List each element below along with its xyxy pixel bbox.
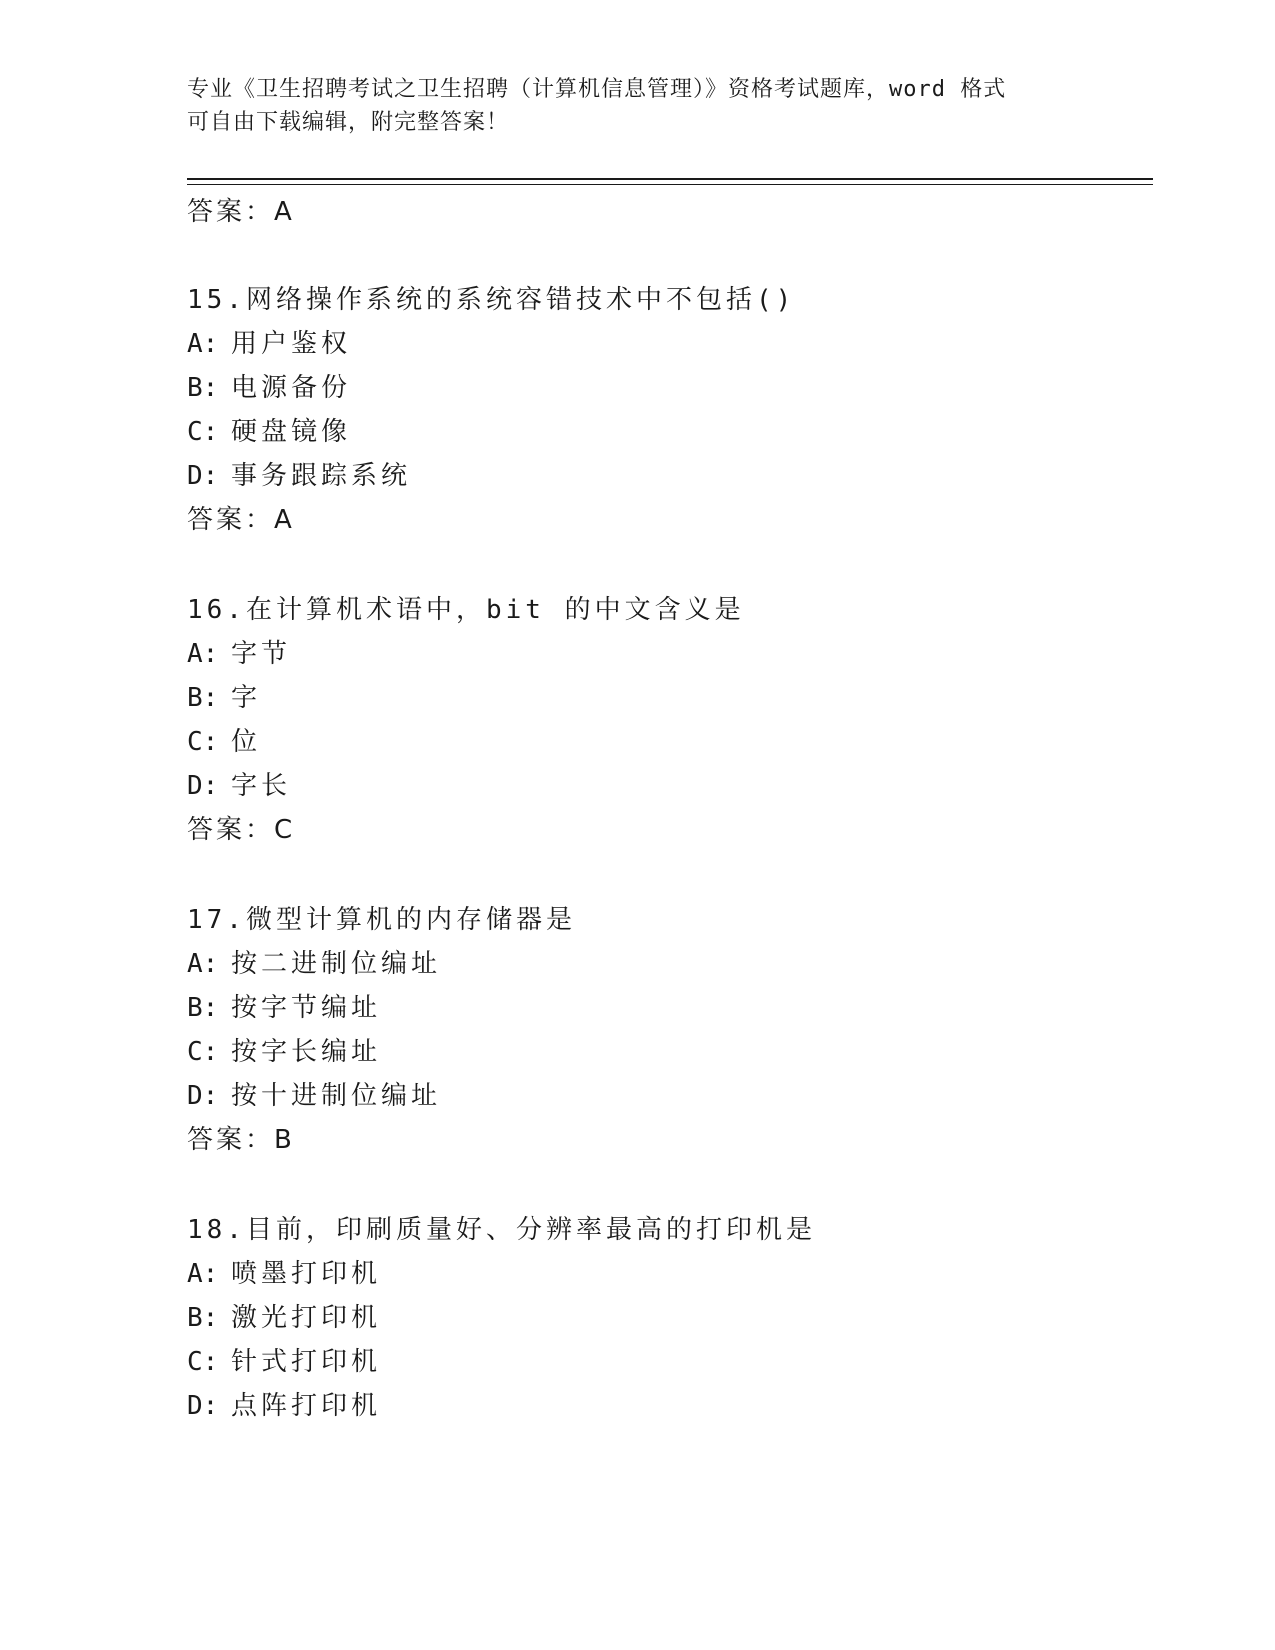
header-line-1: 专业《卫生招聘考试之卫生招聘（计算机信息管理）》资格考试题库，word 格式	[187, 77, 1007, 102]
option-16-b: B: 字	[187, 683, 262, 713]
option-18-b: B: 激光打印机	[187, 1303, 382, 1333]
question-stem-18: 18.目前，印刷质量好、分辨率最高的打印机是	[187, 1215, 816, 1245]
previous-answer: 答案：A	[187, 197, 295, 227]
answer-17: 答案：B	[187, 1125, 295, 1155]
option-17-b: B: 按字节编址	[187, 993, 382, 1023]
document-header	[187, 73, 1087, 139]
option-15-d: D: 事务跟踪系统	[187, 461, 412, 491]
option-16-c: C: 位	[187, 727, 262, 757]
option-18-d: D: 点阵打印机	[187, 1391, 382, 1421]
question-stem-15: 15.网络操作系统的系统容错技术中不包括()	[187, 285, 796, 315]
header-divider-thick	[187, 178, 1153, 180]
header-line-2: 可自由下载编辑，附完整答案！	[187, 110, 510, 135]
answer-15: 答案：A	[187, 505, 295, 535]
option-16-a: A: 字节	[187, 639, 292, 669]
answer-16: 答案：C	[187, 815, 296, 845]
option-18-c: C: 针式打印机	[187, 1347, 382, 1377]
option-18-a: A: 喷墨打印机	[187, 1259, 382, 1289]
question-stem-17: 17.微型计算机的内存储器是	[187, 905, 576, 935]
question-stem-16: 16.在计算机术语中，bit 的中文含义是	[187, 595, 745, 625]
header-divider-thin	[187, 184, 1153, 185]
option-15-c: C: 硬盘镜像	[187, 417, 352, 447]
option-15-b: B: 电源备份	[187, 373, 352, 403]
option-17-a: A: 按二进制位编址	[187, 949, 442, 979]
option-16-d: D: 字长	[187, 771, 292, 801]
option-17-c: C: 按字长编址	[187, 1037, 382, 1067]
option-17-d: D: 按十进制位编址	[187, 1081, 442, 1111]
option-15-a: A: 用户鉴权	[187, 329, 352, 359]
